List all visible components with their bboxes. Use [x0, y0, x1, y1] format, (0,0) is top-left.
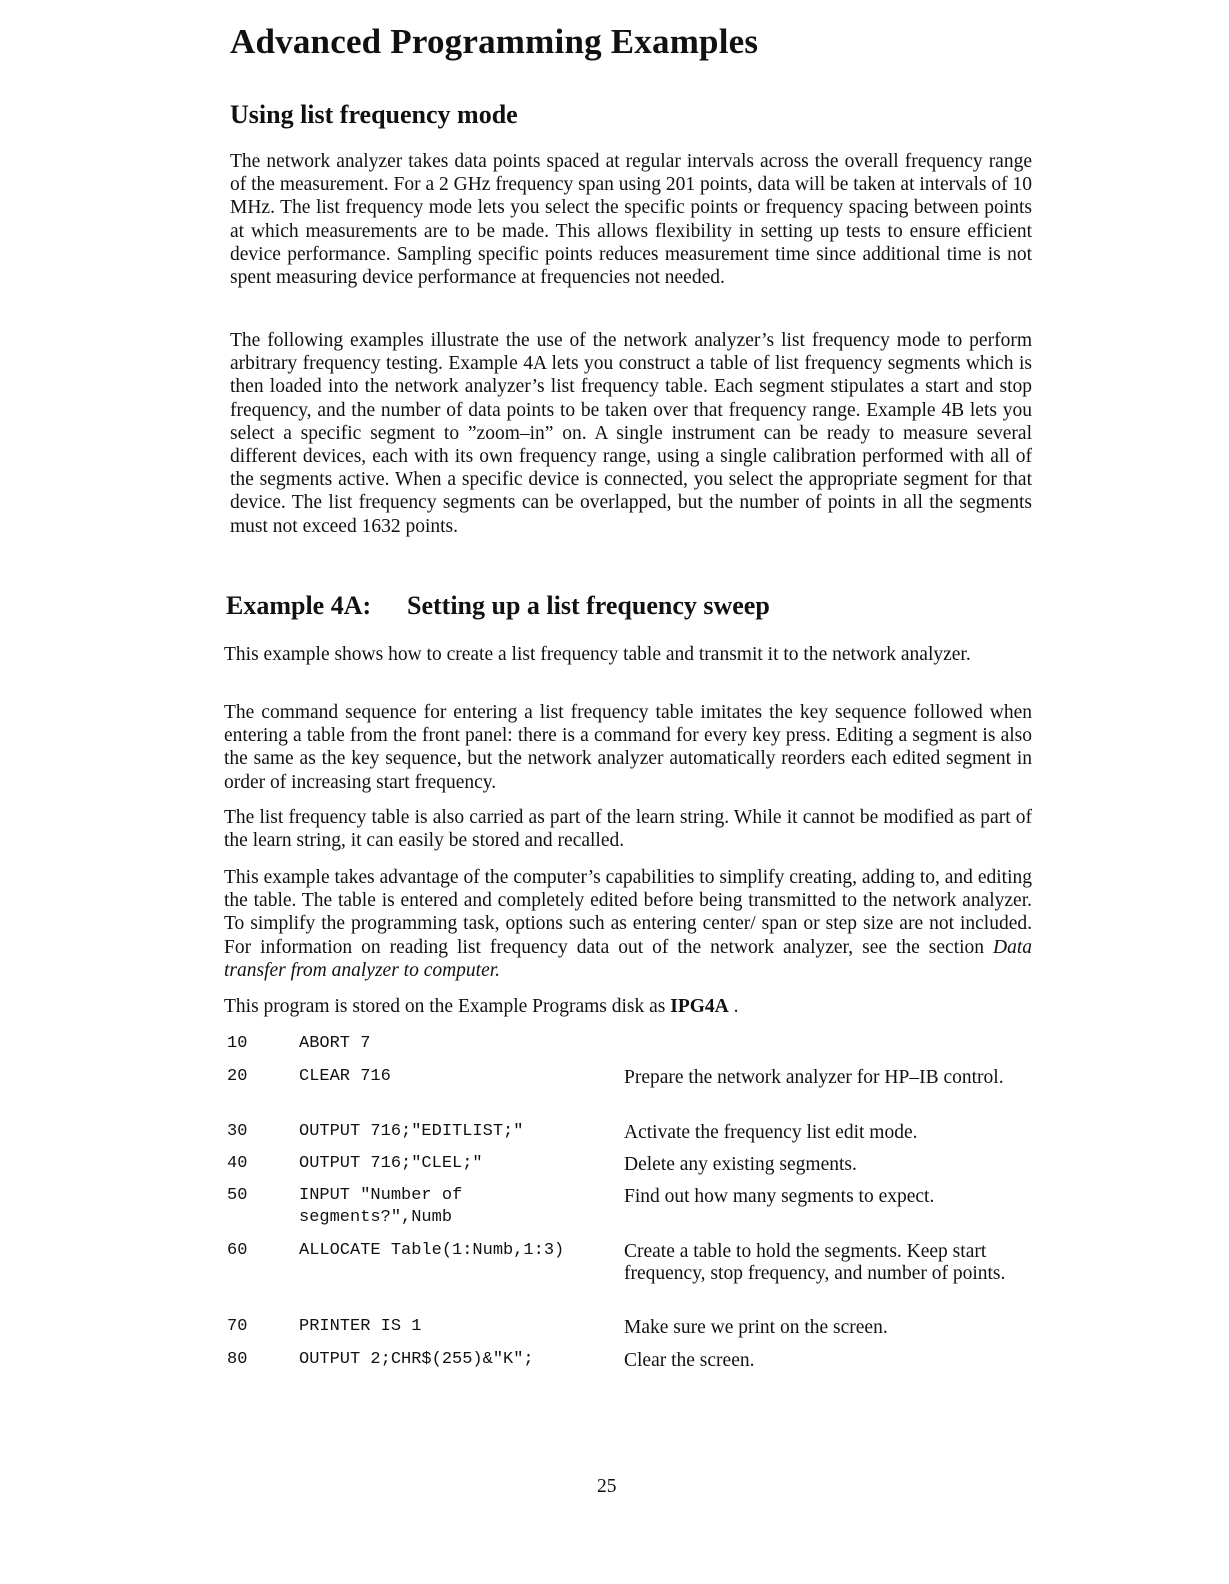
command-sequence-paragraph: The command sequence for entering a list frequency table imitates the key sequence followed when entering a table from the front panel: there is a command for every key press. Editing a segment is also the same as the key sequence, but the network analyzer automatically reorders each edited segment in order of increasing start frequency. — [224, 702, 1032, 793]
learn-string-paragraph: The list frequency table is also carried as part of the learn string. While it cannot be modified as part of the learn string, it can easily be stored and recalled. — [224, 807, 1032, 852]
example-title: Setting up a list frequency sweep — [407, 591, 770, 620]
code-statement: CLEAR 716 — [299, 1067, 391, 1086]
code-statement: ABORT 7 — [299, 1034, 371, 1053]
section-heading: Using list frequency mode — [230, 100, 518, 129]
line-number: 10 — [227, 1034, 248, 1053]
examples-overview-paragraph: The following examples illustrate the use of the network analyzer’s list frequency mode to perform arbitrary frequency testing. Example 4A lets you construct a table of list frequency segments which is then loaded into the network analyzer’s list frequency table. Each segment stipulates a start and stop frequency, and the number of data points to be taken over that frequency range. Example 4B lets you select a specific segment to ”zoom–in” on. A single instrument can be ready to measure several different devices, each with its own frequency range, using a single calibration performed with all of the segments active. When a specific device is connected, you select the appropriate segment for that device. The list frequency segments can be overlapped, but the number of points in all the segments must not exceed 1632 points. — [230, 330, 1032, 537]
code-comment: Make sure we print on the screen. — [624, 1317, 888, 1338]
code-statement: OUTPUT 716;"CLEL;" — [299, 1154, 483, 1173]
storage-text: This program is stored on the Example Programs disk as — [224, 996, 671, 1017]
code-statement: INPUT "Number of segments?",Numb — [299, 1186, 473, 1227]
code-statement: OUTPUT 2;CHR$(255)&"K"; — [299, 1350, 534, 1369]
code-statement: OUTPUT 716;"EDITLIST;" — [299, 1122, 524, 1141]
section-reference: Data transfer from analyzer to computer. — [224, 936, 1032, 981]
line-number: 60 — [227, 1241, 248, 1260]
line-number: 20 — [227, 1067, 248, 1086]
code-comment: Delete any existing segments. — [624, 1154, 857, 1175]
computer-capabilities-paragraph — [224, 866, 1032, 982]
page-title: Advanced Programming Examples — [230, 22, 759, 61]
code-comment: Activate the frequency list edit mode. — [624, 1122, 918, 1143]
code-comment: Create a table to hold the segments. Keep start frequency, stop frequency, and number of points. — [624, 1241, 1006, 1284]
example-number: Example 4A: — [226, 591, 372, 620]
code-comment: Find out how many segments to expect. — [624, 1186, 935, 1207]
capabilities-text: This example takes advantage of the computer’s capabilities to simplify creating, adding to, and editing the table. The table is entered and completely edited before being transmitted to the network analyzer. To simplify the programming task, options such as entering center/ span or step size are not included. For information on reading list frequency data out of the network analyzer, see the section — [224, 867, 1032, 958]
page-number: 25 — [597, 1476, 617, 1497]
intro-paragraph: The network analyzer takes data points spaced at regular intervals across the overall frequency range of the measurement. For a 2 GHz frequency span using 201 points, data will be taken at intervals of 10 MHz. The list frequency mode lets you select the specific points or frequency spacing between points at which measurements are to be made. This allows flexibility in setting up tests to ensure efficient device performance. Sampling specific points reduces measurement time since additional time is not spent measuring device performance at frequencies not needed. — [230, 151, 1032, 289]
program-file-name: IPG4A — [670, 996, 729, 1017]
line-number: 80 — [227, 1350, 248, 1369]
line-number: 50 — [227, 1186, 248, 1205]
line-number: 70 — [227, 1317, 248, 1336]
code-statement: ALLOCATE Table(1:Numb,1:3) — [299, 1241, 565, 1260]
code-comment: Prepare the network analyzer for HP–IB control. — [624, 1067, 1004, 1088]
line-number: 40 — [227, 1154, 248, 1173]
storage-paragraph — [224, 995, 1032, 1018]
storage-suffix: . — [728, 996, 739, 1017]
example-description-paragraph: This example shows how to create a list frequency table and transmit it to the network analyzer. — [224, 644, 971, 665]
code-statement: PRINTER IS 1 — [299, 1317, 422, 1336]
line-number: 30 — [227, 1122, 248, 1141]
code-comment: Clear the screen. — [624, 1350, 755, 1371]
example-heading — [226, 591, 770, 621]
